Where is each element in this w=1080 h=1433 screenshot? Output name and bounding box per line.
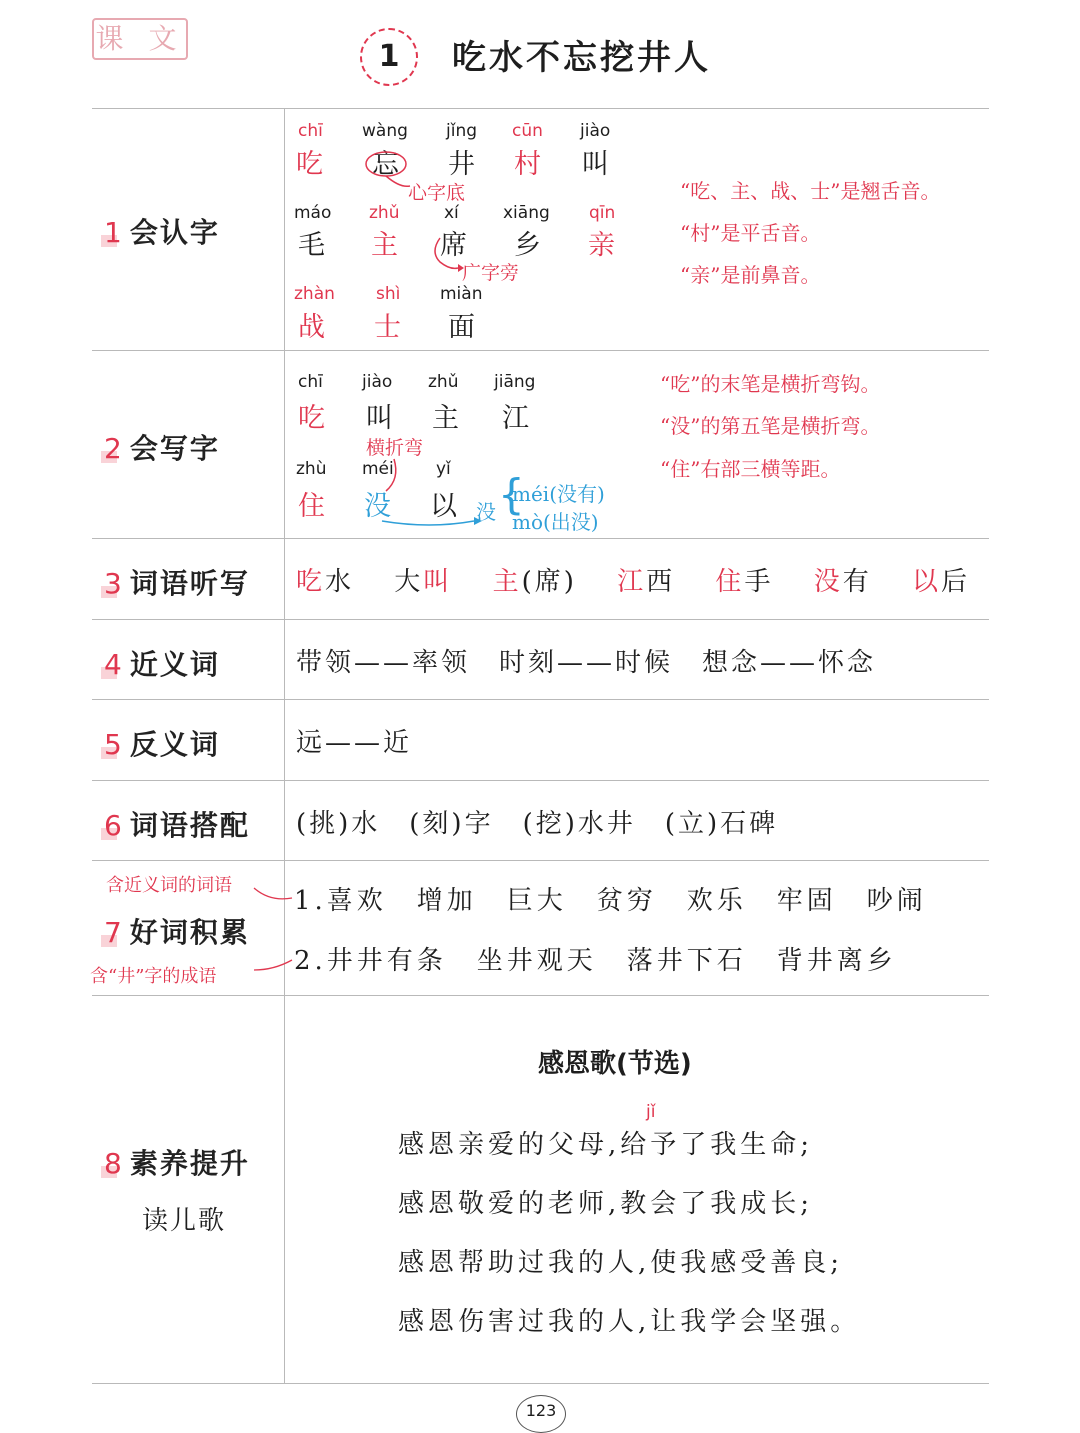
poem-line: 感恩伤害过我的人,让我学会坚强。: [398, 1307, 861, 1337]
divider: [92, 1383, 989, 1384]
char: 主: [371, 230, 398, 261]
section-tag: 课 文: [92, 18, 188, 60]
pinyin: wàng: [362, 121, 408, 141]
char: 席: [440, 230, 467, 261]
pinyin: xí: [444, 203, 459, 223]
word-collocations: (挑)水 (刻)字 (挖)水井 (立)石碑: [296, 809, 779, 839]
divider: [92, 108, 989, 109]
char: 没: [364, 491, 391, 522]
divider: [92, 350, 989, 351]
annotation-arrows: [250, 880, 298, 980]
note-line: “村”是平舌音。: [680, 221, 821, 245]
char: 住: [298, 491, 325, 522]
char: 主: [432, 403, 459, 434]
char: 村: [514, 149, 541, 180]
char: 吃: [298, 403, 325, 434]
poem-line: 感恩亲爱的父母,给予了我生命;: [398, 1130, 814, 1160]
poem-line: 感恩帮助过我的人,使我感受善良;: [398, 1248, 844, 1278]
divider: [92, 699, 989, 700]
char: 乡: [514, 230, 541, 261]
note-line: “亲”是前鼻音。: [680, 263, 821, 287]
annotation-jing-idioms: 含“井”字的成语: [90, 966, 217, 987]
good-words-line-2: 2.井井有条 坐井观天 落井下石 背井离乡: [294, 946, 897, 976]
pinyin: zhù: [296, 459, 327, 479]
pinyin: zhǔ: [369, 203, 400, 223]
pinyin: zhǔ: [428, 372, 459, 392]
char: 井: [448, 149, 475, 180]
antonyms: 远——近: [296, 728, 413, 758]
divider: [92, 995, 989, 996]
lesson-title: 吃水不忘挖井人: [452, 38, 711, 78]
section-7-label: 7 好词积累: [104, 916, 250, 949]
char: 亲: [588, 230, 615, 261]
char: 江: [502, 403, 529, 434]
note-line: “没”的第五笔是横折弯。: [660, 414, 881, 438]
poem-title: 感恩歌(节选): [538, 1049, 692, 1079]
pinyin: xiāng: [503, 203, 550, 223]
stroke-note: 横折弯: [366, 437, 424, 459]
dictation-words: 吃水 大叫 主(席) 江西 住手 没有 以后: [296, 567, 971, 597]
char: 叫: [366, 403, 393, 434]
good-words-line-1: 1.喜欢 增加 巨大 贫穷 欢乐 牢固 吵闹: [294, 886, 927, 916]
section-5-label: 5 反义词: [104, 728, 220, 761]
pinyin: méi: [362, 459, 394, 479]
char: 以: [430, 491, 457, 522]
divider: [92, 780, 989, 781]
pinyin: jiào: [580, 121, 611, 141]
pinyin: jiāng: [494, 372, 536, 392]
polyphone-reading: mò(出没): [512, 510, 599, 534]
page-number: 123: [516, 1395, 566, 1433]
pinyin: cūn: [512, 121, 543, 141]
polyphone-reading: méi(没有): [512, 482, 605, 506]
char: 毛: [298, 230, 325, 261]
pinyin: chī: [298, 372, 323, 392]
section-8-label: 8 素养提升: [104, 1147, 250, 1180]
brace: {: [498, 470, 525, 519]
pinyin: chī: [298, 121, 323, 141]
pinyin: miàn: [440, 284, 483, 304]
column-divider: [284, 109, 285, 1384]
note-line: “吃”的末笔是横折弯钩。: [660, 372, 881, 396]
poem-line: 感恩敬爱的老师,教会了我成长;: [398, 1189, 814, 1219]
char: 面: [448, 312, 475, 343]
divider: [92, 860, 989, 861]
note-line: “住”右部三横等距。: [660, 457, 841, 481]
section-8-sublabel: 读儿歌: [142, 1206, 227, 1236]
pinyin: máo: [294, 203, 332, 223]
pinyin: yǐ: [436, 459, 451, 479]
radical-note-guang: 广字旁: [462, 262, 520, 284]
radical-note-xin: 心字底: [408, 182, 466, 204]
divider: [92, 619, 989, 620]
lesson-number: 1: [360, 28, 418, 86]
pinyin: shì: [376, 284, 401, 304]
pinyin: qīn: [589, 203, 616, 223]
char: 叫: [582, 149, 609, 180]
section-2-label: 2 会写字: [104, 432, 220, 465]
poem-pinyin: jǐ: [646, 1102, 656, 1122]
char: 士: [374, 312, 401, 343]
pinyin: jǐng: [446, 121, 478, 141]
char: 忘: [372, 149, 399, 180]
section-1-label: 1 会认字: [104, 216, 220, 249]
annotation-synonym-words: 含近义词的词语: [106, 875, 232, 896]
pinyin: jiào: [362, 372, 393, 392]
section-6-label: 6 词语搭配: [104, 809, 250, 842]
char: 战: [298, 312, 325, 343]
section-3-label: 3 词语听写: [104, 567, 250, 600]
pinyin: zhàn: [294, 284, 335, 304]
note-line: “吃、主、战、士”是翘舌音。: [680, 179, 941, 203]
polyphone-char: 没: [476, 500, 496, 524]
synonyms: 带领——率领 时刻——时候 想念——怀念: [296, 648, 877, 678]
divider: [92, 538, 989, 539]
char: 吃: [296, 149, 323, 180]
section-4-label: 4 近义词: [104, 648, 220, 681]
